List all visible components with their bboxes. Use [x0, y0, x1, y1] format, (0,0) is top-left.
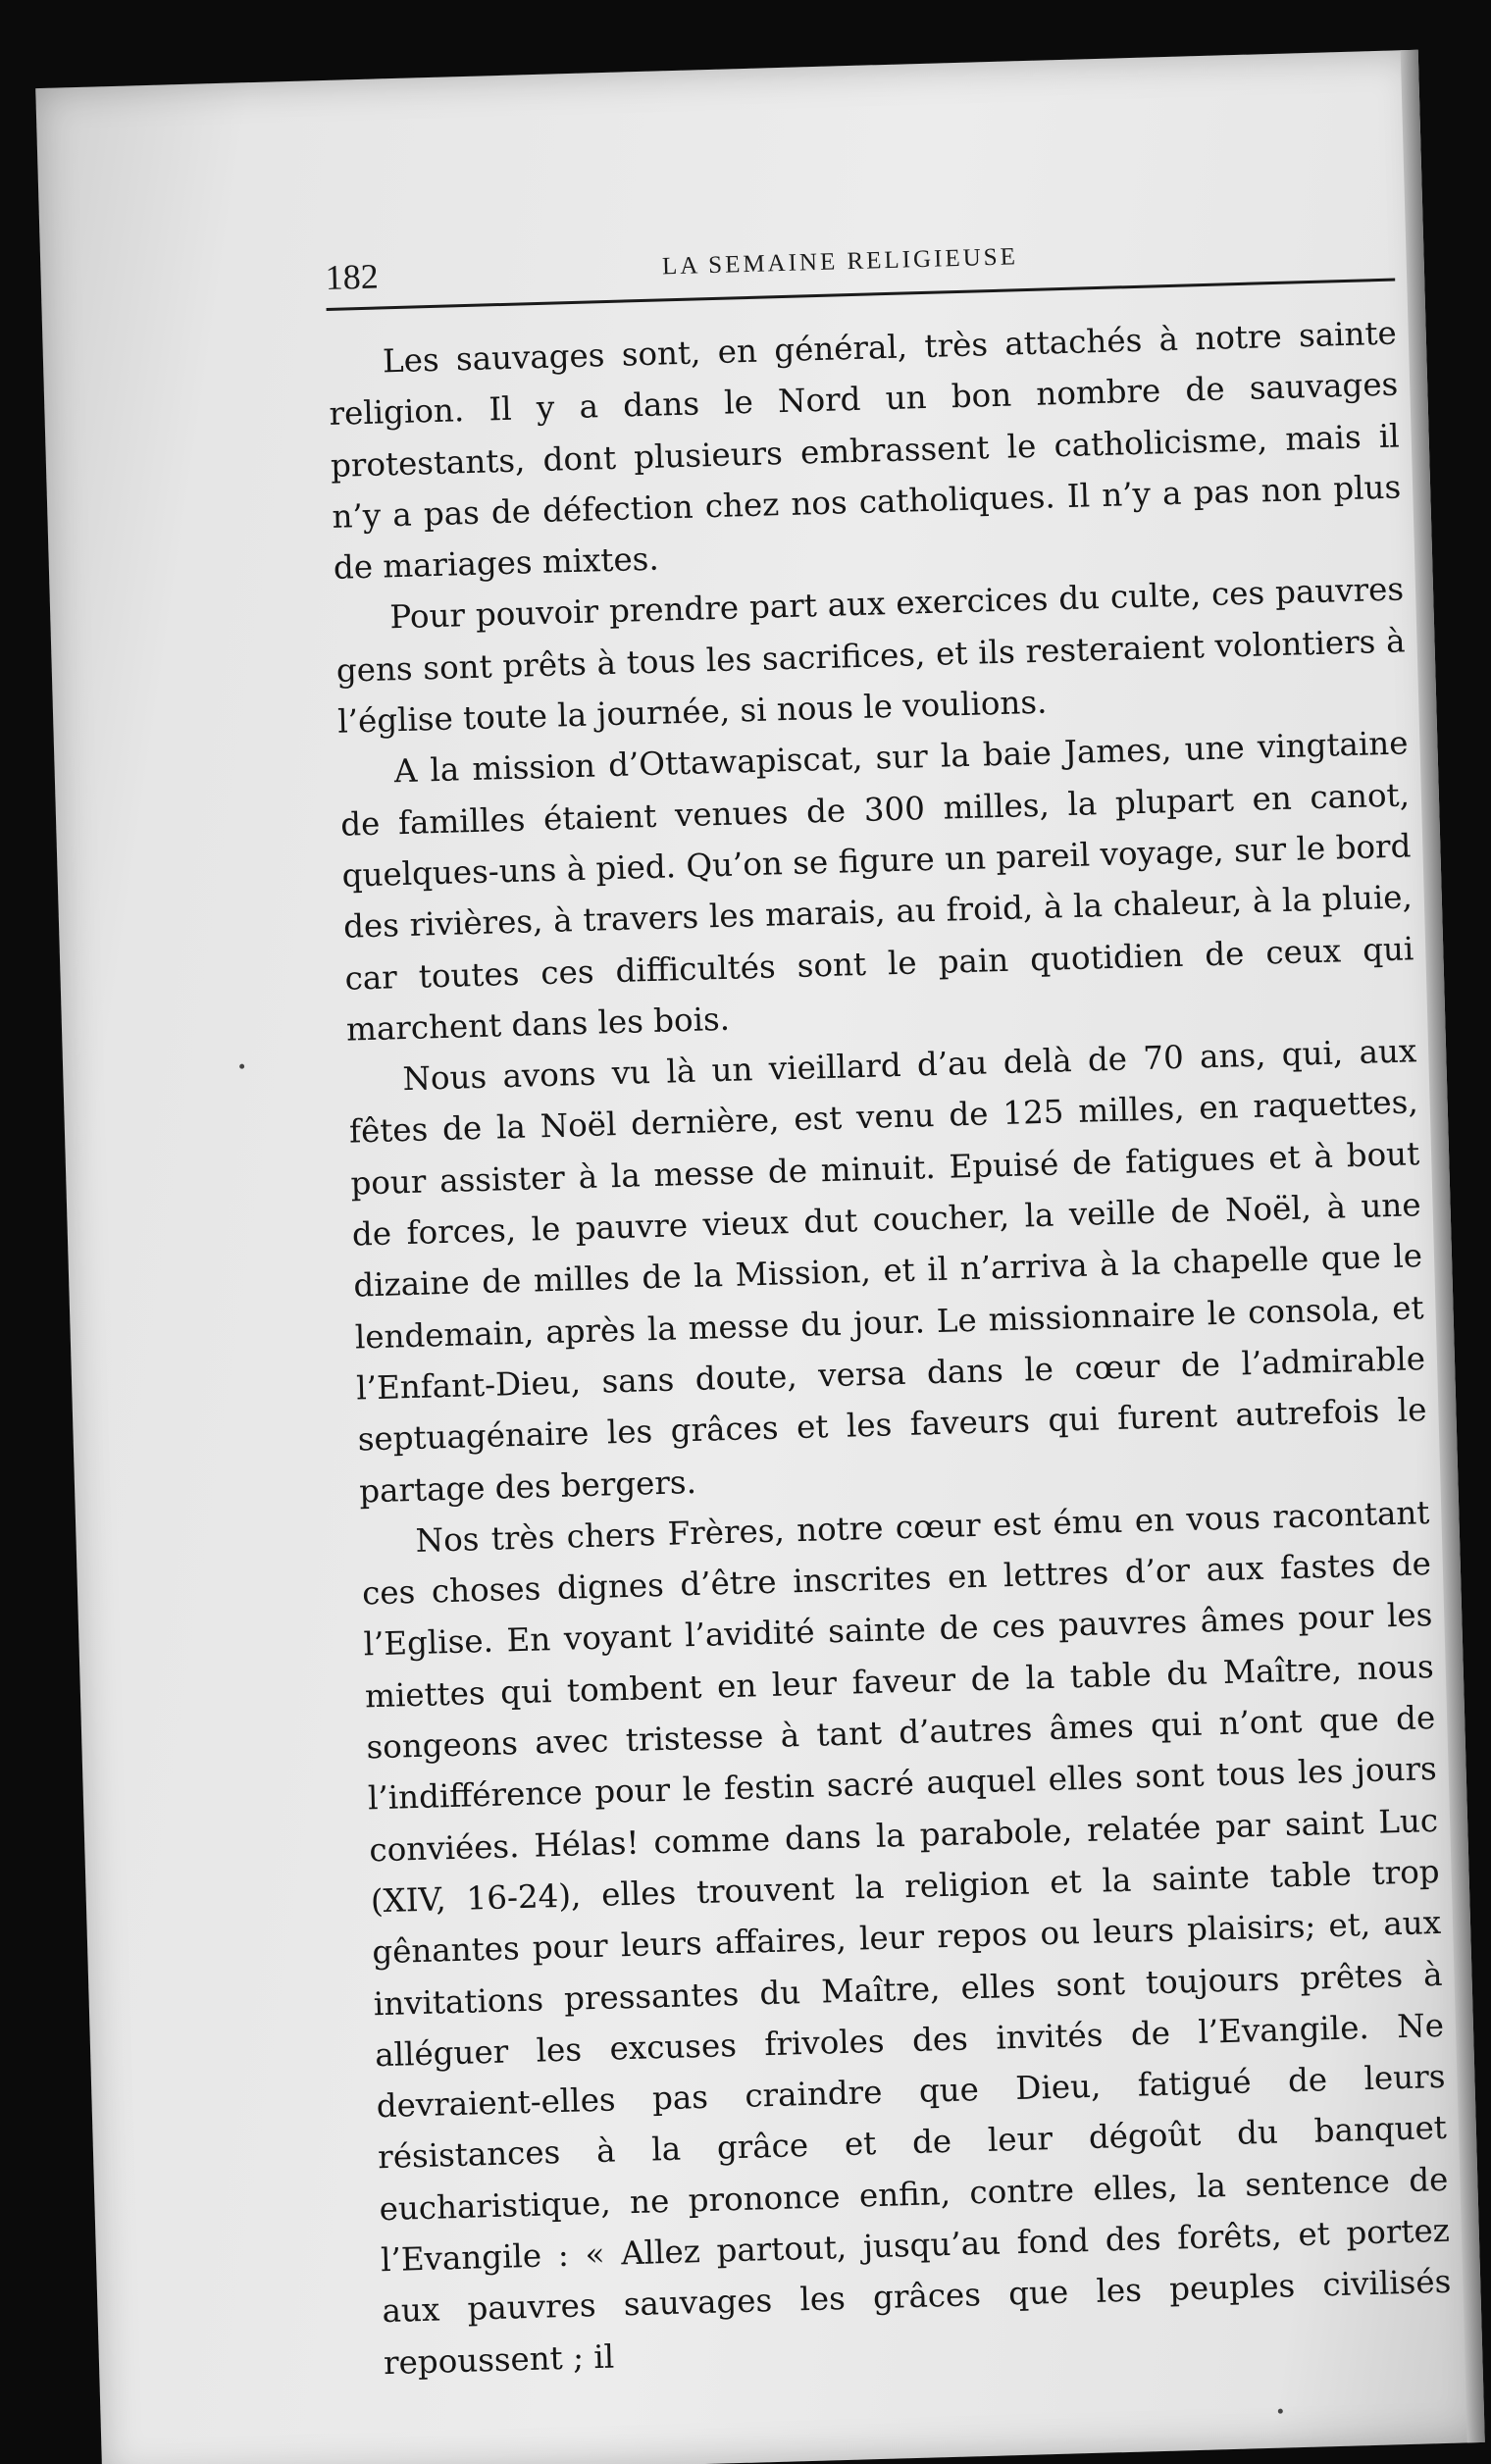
page-header: [325, 228, 1395, 311]
body-text: [327, 308, 1453, 2388]
book-page: [35, 50, 1485, 2464]
page-number: 182: [325, 256, 380, 297]
running-title: LA SEMAINE RELIGIEUSE: [661, 243, 1019, 281]
paragraph: A la mission d’Ottawapiscat, sur la baie James, une vingtaine de familles étaient venues de 300 milles, la plupart en canot, quelques-uns à pied. Qu’on se figure un pareil voyage, sur le bord des rivières, à travers les marais, au froid, à la chaleur, à la pluie, car toutes ces difficultés sont le pain quotidien de ceux qui marchent dans les bois.: [339, 724, 1414, 1049]
dust-speck: [239, 1064, 244, 1069]
paragraph: Les sauvages sont, en général, très attachés à notre sainte religion. Il y a dans le Nord un bon nombre de sauvages protestants, dont plusieurs embrassent le catholicisme, mais il n’y a pas de défection chez nos catholiques. Il n’y a pas non plus de mariages mixtes.: [329, 314, 1402, 588]
dust-speck: [1278, 2409, 1283, 2414]
paragraph: Pour pouvoir prendre part aux exercices du culte, ces pauvres gens sont prêts à tous les sacrifices, et ils resteraient volontiers à l’église toute la journée, si nous le voulions.: [335, 570, 1407, 741]
paragraph: Nous avons vu là un vieillard d’au delà de 70 ans, qui, aux fêtes de la Noël dernière, est venu de 125 milles, en raquettes, pour assister à la messe de minuit. Epuisé de fatigues et à bout de forces, le pauvre vieux dut coucher, la veille de Noël, à une dizaine de milles de la Mission, et il n’arriva à la chapelle que le lendemain, après la messe du jour. Le missionnaire le consola, et l’Enfant-Dieu, sans doute, versa dans le cœur de l’admirable septuagénaire les grâces et les faveurs qui furent autrefois le partage des bergers.: [348, 1032, 1427, 1511]
paragraph: Nos très chers Frères, notre cœur est ému en vous racontant ces choses dignes d’être inscrites en lettres d’or aux fastes de l’Eglise. En voyant l’avidité sainte de ces pauvres âmes pour les miettes qui tombent en leur faveur de la table du Maître, nous songeons avec tristesse à tant d’autres âmes qui n’ont que de l’indifférence pour le festin sacré auquel elles sont tous les jours conviées. Hélas! comme dans la parabole, relatée par saint Luc (XIV, 16-24), elles trouvent la religion et la sainte table trop gênantes pour leurs affaires, leur repos ou leurs plaisirs; et, aux invitations pressantes du Maître, elles sont toujours prêtes à alléguer les excuses frivoles des invités de l’Evangile. Ne devraient-elles pas craindre que Dieu, fatigué de leurs résistances à la grâce et de leur dégoût du banquet eucharistique, ne prononce enfin, contre elles, la sentence de l’Evangile : « Allez partout, jusqu’au fond des forêts, et portez aux pauvres sauvages les grâces que les peuples civilisés repoussent ; il: [361, 1493, 1452, 2382]
